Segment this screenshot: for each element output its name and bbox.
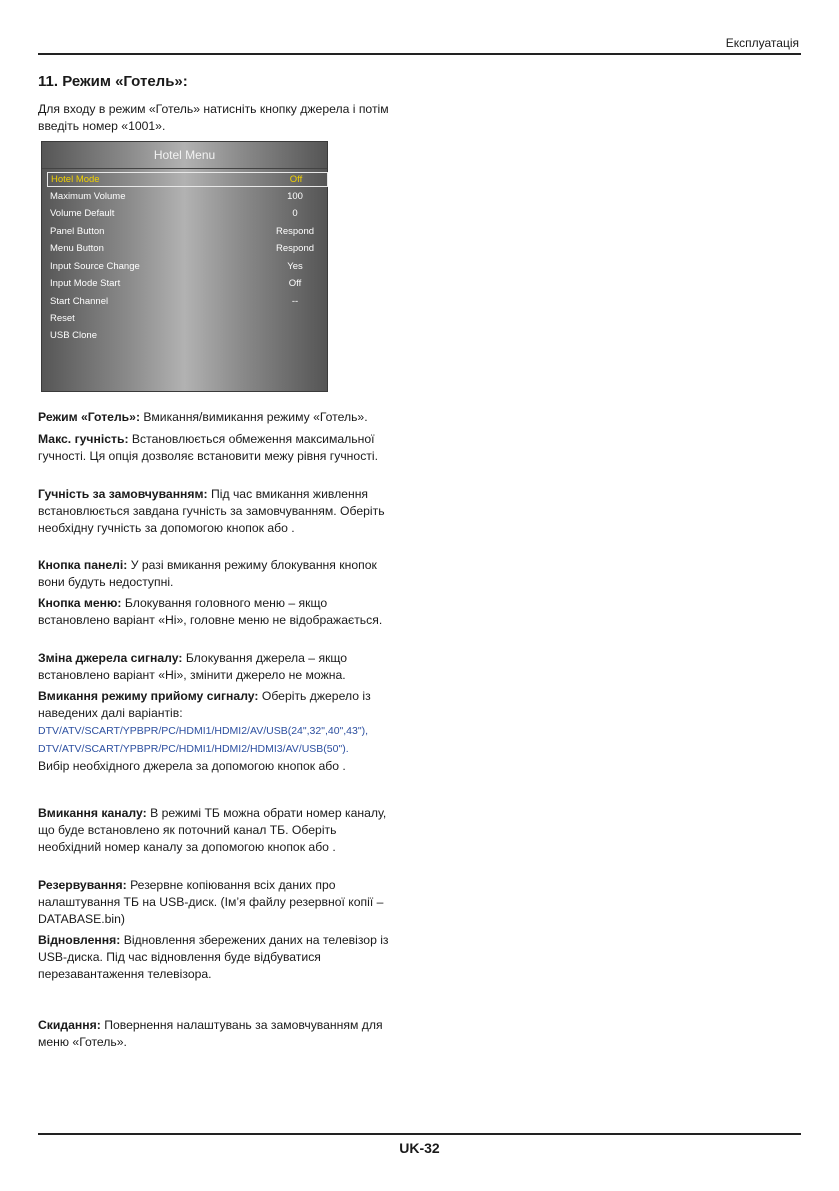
osd-row-start-channel[interactable] xyxy=(47,295,328,310)
page-number: UK-32 xyxy=(399,1140,440,1156)
desc-term: Гучність за замовчуванням: xyxy=(38,487,208,501)
osd-title: Hotel Menu xyxy=(153,148,216,162)
desc-source-list-2: DTV/ATV/SCART/YPBPR/PC/HDMI1/HDMI2/HDMI3/AV/USB(50"). xyxy=(38,743,349,755)
desc-text: Резервне копіювання всіх даних про налаштування ТБ на USB-диск. (Ім’я файлу резервної копії – DATABASE.bin) xyxy=(38,878,384,926)
header-section-label: Експлуатація xyxy=(725,36,799,50)
desc-text: Встановлюється обмеження максимальної гучності. Ця опція дозволяє встановити межу рівня гучності. xyxy=(38,432,378,463)
osd-row-value: Respond xyxy=(275,243,315,254)
osd-row-usb-clone[interactable] xyxy=(47,329,328,344)
desc-text: В режимі ТБ можна обрати номер каналу, що буде встановлено як поточний канал ТБ. Оберіть необхідний номер каналу за допомогою кнопок або . xyxy=(38,806,387,854)
desc-source-list-1: DTV/ATV/SCART/YPBPR/PC/HDMI1/HDMI2/AV/USB(24",32",40",43"), xyxy=(38,725,369,737)
osd-row-maximum-volume[interactable] xyxy=(47,190,328,205)
osd-row-label: Hotel Mode xyxy=(51,174,100,185)
desc-backup xyxy=(38,877,398,928)
desc-text: Відновлення збережених даних на телевізор із USB-диска. Під час відновлення буде відбуватися перезавантаження телевізора. xyxy=(38,933,389,981)
osd-row-label: USB Clone xyxy=(50,330,97,341)
desc-after-text: Вибір необхідного джерела за допомогою кнопок або . xyxy=(38,759,346,773)
desc-term: Кнопка меню: xyxy=(38,596,122,610)
osd-row-input-source-change[interactable] xyxy=(47,260,328,275)
desc-text: Блокування головного меню – якщо встановлено варіант «Ні», головне меню не відображається. xyxy=(38,596,383,627)
desc-start-channel xyxy=(38,805,398,856)
osd-row-label: Input Source Change xyxy=(50,260,140,272)
desc-panel-button xyxy=(38,557,398,591)
osd-row-value: 0 xyxy=(292,208,298,219)
desc-term: Відновлення: xyxy=(38,933,121,947)
osd-row-panel-button[interactable] xyxy=(47,225,328,240)
desc-term: Режим «Готель»: xyxy=(38,410,141,424)
desc-term: Скидання: xyxy=(38,1018,101,1032)
osd-row-value: Off xyxy=(288,278,302,289)
desc-text: Блокування джерела – якщо встановлено варіант «Ні», змінити джерело не можна. xyxy=(38,651,348,682)
osd-row-label: Volume Default xyxy=(50,208,115,219)
footer-rule xyxy=(38,1133,801,1135)
desc-source-change xyxy=(38,650,398,684)
desc-menu-button xyxy=(38,595,398,629)
desc-text: Під час вмикання живлення встановлюється завдана гучність за замовчуванням. Оберіть необхідну гучність за допомогою кнопок або . xyxy=(38,487,385,535)
desc-term: Резервування: xyxy=(38,878,127,892)
osd-row-label: Reset xyxy=(50,313,75,324)
desc-term: Кнопка панелі: xyxy=(38,558,128,572)
desc-text: У разі вмикання режиму блокування кнопок вони будуть недоступні. xyxy=(38,558,377,589)
osd-divider xyxy=(42,168,327,169)
desc-term: Макс. гучність: xyxy=(38,432,129,446)
osd-row-label: Start Channel xyxy=(50,295,109,307)
desc-input-mode-start xyxy=(38,688,398,775)
osd-row-value: Yes xyxy=(287,260,303,272)
desc-max-volume xyxy=(38,431,398,465)
osd-row-value: Off xyxy=(289,174,303,185)
desc-text: Вмикання/вимикання режиму «Готель». xyxy=(140,410,368,424)
osd-row-value: -- xyxy=(291,295,299,307)
osd-row-hotel-mode[interactable] xyxy=(47,172,328,187)
hotel-menu-screenshot xyxy=(41,141,328,392)
section-title: 11. Режим «Готель»: xyxy=(38,73,188,90)
osd-row-reset[interactable] xyxy=(47,312,328,327)
osd-row-value: Respond xyxy=(275,225,315,237)
desc-text: Повернення налаштувань за замовчуванням для меню «Готель». xyxy=(38,1018,383,1049)
osd-row-input-mode-start[interactable] xyxy=(47,277,328,292)
osd-row-label: Input Mode Start xyxy=(50,278,121,289)
desc-restore xyxy=(38,932,398,983)
osd-row-label: Panel Button xyxy=(50,225,105,237)
desc-hotel-mode xyxy=(38,409,398,426)
osd-row-value: 100 xyxy=(287,190,303,202)
desc-term: Зміна джерела сигналу: xyxy=(38,651,183,665)
osd-row-label: Menu Button xyxy=(50,243,104,254)
osd-row-menu-button[interactable] xyxy=(47,242,328,257)
desc-term: Вмикання режиму прийому сигналу: xyxy=(38,689,259,703)
osd-row-label: Maximum Volume xyxy=(50,190,126,202)
desc-term: Вмикання каналу: xyxy=(38,806,147,820)
desc-default-volume xyxy=(38,486,398,537)
desc-reset xyxy=(38,1017,398,1051)
desc-text: Оберіть джерело із наведених далі варіантів: xyxy=(38,689,371,720)
intro-paragraph: Для входу в режим «Готель» натисніть кнопку джерела і потім введіть номер «1001». xyxy=(38,102,389,133)
header-rule xyxy=(38,53,801,55)
osd-row-volume-default[interactable] xyxy=(47,207,328,222)
